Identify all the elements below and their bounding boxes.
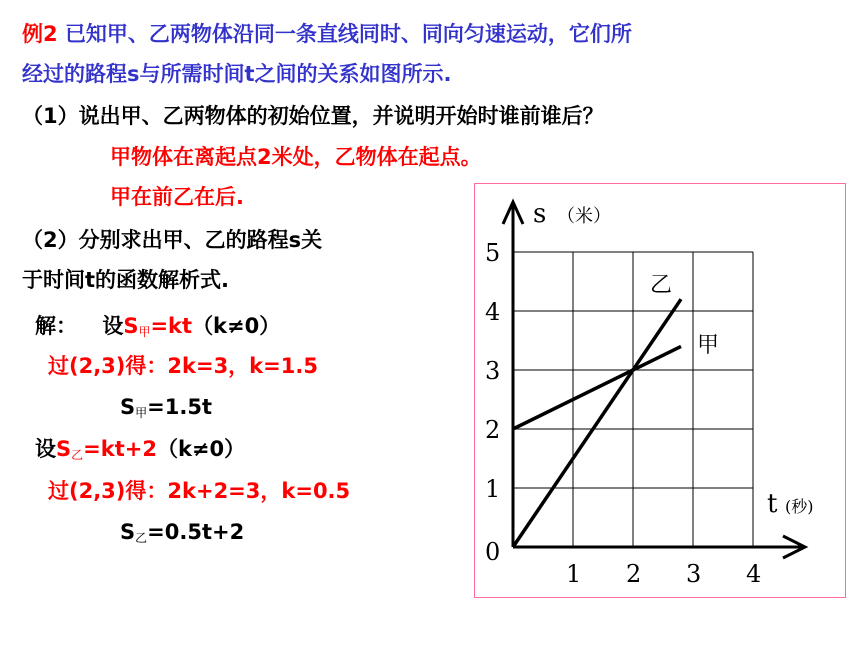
solution-line-4 [35, 435, 245, 469]
solution-line-2 [48, 352, 318, 380]
problem-line-2 [22, 60, 452, 88]
y-axis-label: s [533, 199, 547, 229]
problem-line-1 [22, 20, 632, 48]
question-1-text: （1）说出甲、乙两物体的初始位置，并说明开始时谁前谁后？ [22, 104, 604, 128]
solution-line-6 [120, 518, 244, 552]
question-1 [22, 102, 604, 130]
x-tick-label: 1 [566, 560, 582, 588]
origin-label: 0 [485, 538, 501, 566]
problem-statement-1: 已知甲、乙两物体沿同一条直线同时、同向匀速运动，它们所 [64, 22, 632, 46]
s-yi-symbol: $S_乙=kt+2$ [56, 437, 157, 462]
s-jia-symbol: $S_甲=kt$ [123, 314, 193, 339]
set-prefix-1: 设 [102, 314, 124, 338]
line-jia-label: 甲 [697, 333, 720, 358]
distance-time-graph [475, 184, 845, 597]
question-2-line-1 [22, 226, 322, 254]
solution-jie: 解： [35, 314, 77, 338]
y-tick-label: 3 [485, 357, 501, 385]
y-tick-label: 5 [485, 239, 501, 267]
y-axis-unit: （米） [557, 206, 611, 227]
solution-line-5 [48, 477, 350, 505]
series-line-jia [513, 346, 681, 429]
series-line-yi [513, 299, 681, 547]
grid [513, 252, 753, 547]
problem-statement-2: 经过的路程s与所需时间t之间的关系如图所示. [22, 62, 452, 86]
answer-1-line-2 [110, 183, 244, 211]
condition-2: （k≠0） [156, 437, 246, 461]
graph-panel [474, 183, 846, 598]
x-tick-label: 3 [686, 560, 702, 588]
question-2-text-2: 于时间t的函数解析式. [22, 268, 230, 292]
line-yi-label: 乙 [650, 273, 673, 298]
example-label: 例2 [22, 22, 58, 46]
answer-1-text-1: 甲物体在离起点2米处，乙物体在起点。 [110, 145, 482, 169]
x-axis-label: t [767, 489, 778, 519]
result-yi: $S_乙=0.5t+2$ [120, 520, 245, 545]
solution-line-3 [120, 393, 212, 427]
x-axis-unit: (秒) [785, 497, 814, 516]
condition-1: （k≠0） [192, 314, 281, 338]
question-2-line-2 [22, 266, 229, 294]
axes [503, 202, 805, 558]
answer-1-line-1 [110, 143, 482, 171]
x-tick-label: 4 [746, 560, 762, 588]
solution-line-1 [35, 312, 280, 346]
x-tick-label: 2 [626, 560, 642, 588]
result-jia: $S_甲=1.5t$ [120, 395, 212, 420]
y-tick-label: 2 [485, 416, 501, 444]
step-1: 过(2,3)得：2k=3，k=1.5 [48, 354, 318, 378]
answer-1-text-2: 甲在前乙在后. [110, 185, 244, 209]
set-prefix-2: 设 [35, 437, 56, 461]
y-tick-label: 4 [485, 298, 501, 326]
y-tick-label: 1 [485, 475, 501, 503]
step-2: 过(2,3)得：2k+2=3，k=0.5 [48, 479, 351, 503]
question-2-text-1: （2）分别求出甲、乙的路程s关 [22, 228, 323, 252]
